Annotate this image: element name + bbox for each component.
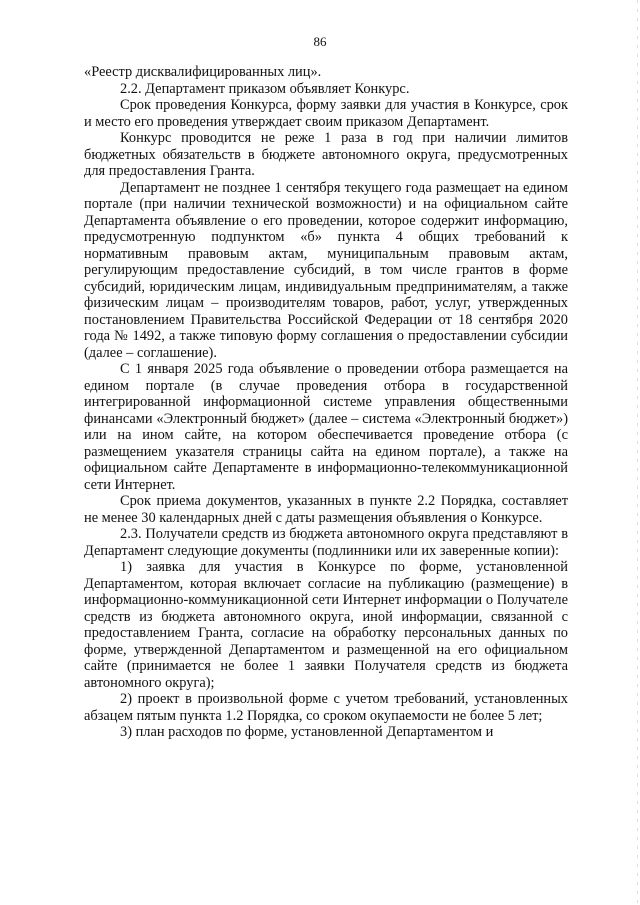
list-item-1-application: 1) заявка для участия в Конкурсе по форме, установленной Департаментом, которая включает согласие на публикацию (размещение) в информационно-коммуникационной сети Интернет информации о Получателе средств из бюджета автономного округа, иной информации, связанной с предоставлением Гранта, согласие на обработку персональных данных по форме, утвержденной Департаментом и размещенной на его официальном сайте (принимается не более 1 заявки Получателя средств из бюджета автономного округа); xyxy=(84,559,568,691)
paragraph-contest-frequency: Конкурс проводится не реже 1 раза в год при наличии лимитов бюджетных обязательств в бюджете автономного округа, предусмотренных для предоставления Гранта. xyxy=(84,130,568,179)
paragraph-2-2: 2.2. Департамент приказом объявляет Конкурс. xyxy=(120,80,410,97)
paragraph-registry-continuation: «Реестр дисквалифицированных лиц». xyxy=(84,64,322,80)
list-item-3-expense-plan: 3) план расходов по форме, установленной Департаментом и xyxy=(120,724,494,740)
document-body xyxy=(84,64,568,741)
paragraph-contest-terms: Срок проведения Конкурса, форму заявки для участия в Конкурсе, срок и место его проведения утверждает своим приказом Департамент. xyxy=(84,97,568,130)
scan-edge-line xyxy=(637,0,638,905)
page-number: 86 xyxy=(313,34,327,49)
paragraph-2-3: 2.3. Получатели средств из бюджета автономного округа представляют в Департамент следующие документы (подлинники или их заверенные копии): xyxy=(84,526,568,559)
list-item-2-project: 2) проект в произвольной форме с учетом требований, установленных абзацем пятым пункта 1.2 Порядка, со сроком окупаемости не более 5 лет; xyxy=(84,691,568,724)
paragraph-announcement: Департамент не позднее 1 сентября текущего года размещает на едином портале (при наличии технической возможности) и на официальном сайте Департамента объявление о его проведении, которое содержит информацию, предусмотренную подпунктом «б» пункта 4 общих требований к нормативным правовым актам, муниципальным правовым актам, регулирующим предоставление субсидий, в том числе грантов в форме субсидий, юридическим лицам, индивидуальным предпринимателям, а также физическим лицам – производителям товаров, работ, услуг, утвержденных постановлением Правительства Российской Федерации от 18 сентября 2020 года № 1492, а также типовую форму соглашения о предоставлении субсидии (далее – соглашение). xyxy=(84,179,568,361)
paragraph-from-2025: С 1 января 2025 года объявление о проведении отбора размещается на едином портале (в случае проведения отбора в государственной интегрированной информационной системе управления общественными финансами «Электронный бюджет» (далее – система «Электронный бюджет») или на ином сайте, на котором обеспечивается проведение отбора (с размещением указателя страницы сайта на едином портале), а также на официальном сайте Департаменте в информационно-телекоммуникационной сети Интернет. xyxy=(84,361,568,493)
paragraph-document-deadline: Срок приема документов, указанных в пункте 2.2 Порядка, составляет не менее 30 календарных дней с даты размещения объявления о Конкурсе. xyxy=(84,493,568,526)
